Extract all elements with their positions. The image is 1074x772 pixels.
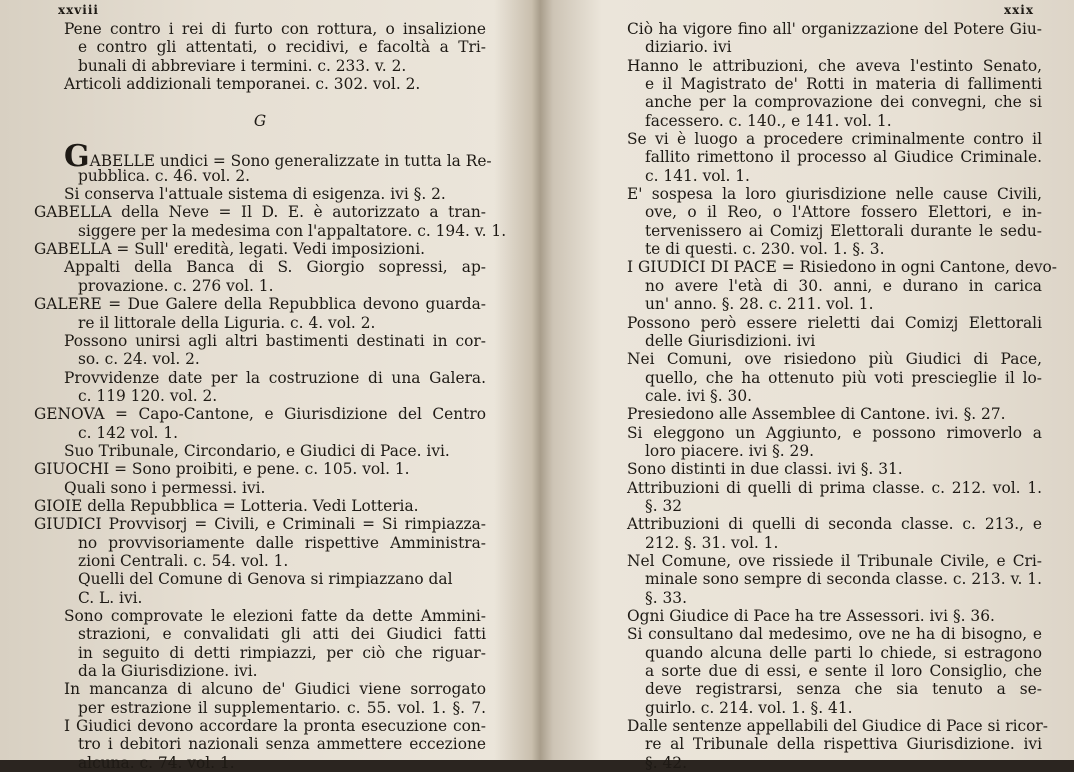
text-line: anche per la comprovazione dei convegni, che si xyxy=(645,93,1042,112)
right-page-text xyxy=(627,20,1057,772)
text-line: GIOIE della Repubblica = Lotteria. Vedi Lotteria. xyxy=(34,496,419,515)
text-line: zioni Centrali. c. 54. vol. 1. xyxy=(78,551,289,570)
text-line: no provvisoriamente dalle rispettive Amministra- xyxy=(78,533,486,552)
text-line: quello, che ha ottenuto più voti prescieglie il lo- xyxy=(645,368,1042,387)
line-text: ABELLE undici = Sono generalizzate in tutta la Re- xyxy=(89,152,492,171)
text-line: Articoli addizionali temporanei. c. 302. vol. 2. xyxy=(64,75,421,94)
text-line: so. c. 24. vol. 2. xyxy=(78,350,200,369)
text-line: fallito rimettono il processo al Giudice Criminale. xyxy=(645,148,1042,167)
text-line: I GIUDICI DI PACE = Risiedono in ogni Cantone, devo- xyxy=(627,258,1057,277)
text-line: Si conserva l'attuale sistema di esigenza. ivi §. 2. xyxy=(64,185,446,204)
text-line: Nei Comuni, ove risiedono più Giudici di Pace, xyxy=(627,350,1042,369)
text-line: no avere l'età di 30. anni, e durano in carica xyxy=(645,276,1042,295)
text-line: In mancanza di alcuno de' Giudici viene sorrogato xyxy=(64,680,486,699)
text-line: alcuna. c. 74. vol. 1. xyxy=(78,753,235,772)
text-line: Suo Tribunale, Circondario, e Giudici di Pace. ivi. xyxy=(64,441,450,460)
text-line: pubblica. c. 46. vol. 2. xyxy=(78,166,251,185)
left-page xyxy=(0,0,535,772)
text-line: diziario. ivi xyxy=(645,38,732,57)
text-line: Attribuzioni di quelli di prima classe. c. 212. vol. 1. xyxy=(627,478,1042,497)
text-line: e il Magistrato de' Rotti in materia di fallimenti xyxy=(645,75,1042,94)
text-line: a sorte due di essi, e sente il loro Consiglio, che xyxy=(645,662,1042,681)
text-line: tro i debitori nazionali senza ammettere eccezione xyxy=(78,735,486,754)
text-line: re il littorale della Liguria. c. 4. vol. 2. xyxy=(78,313,376,332)
text-line: Dalle sentenze appellabili del Giudice di Pace si ricor- xyxy=(627,717,1048,736)
text-line: re al Tribunale della rispettiva Giurisdizione. ivi xyxy=(645,735,1042,754)
text-line: c. 119 120. vol. 2. xyxy=(78,386,218,405)
text-line: minale sono sempre di seconda classe. c. 213. v. 1. xyxy=(645,570,1042,589)
text-line: e contro gli attentati, o recidivi, e facoltà a Tri- xyxy=(78,38,486,57)
text-line: ove, o il Reo, o l'Attore fossero Elettori, e in- xyxy=(645,203,1042,222)
right-page-number: xxix xyxy=(1003,3,1034,17)
text-line: bunali di abbreviare i termini. c. 233. v. 2. xyxy=(78,56,407,75)
text-line: GALERE = Due Galere della Repubblica devono guarda- xyxy=(34,295,486,314)
text-line: 212. §. 31. vol. 1. xyxy=(645,533,779,552)
text-line: GIUOCHI = Sono proibiti, e pene. c. 105. vol. 1. xyxy=(34,460,410,479)
text-line: deve registrarsi, senza che sia tenuto a se- xyxy=(645,680,1042,699)
text-line: Pene contro i rei di furto con rottura, o insalizione xyxy=(64,20,486,38)
text-line: guirlo. c. 214. vol. 1. §. 41. xyxy=(645,698,853,717)
text-line: §. 32 xyxy=(645,496,683,515)
text-line: GIUDICI Provvisorj = Civili, e Criminali = Si rimpiazza- xyxy=(34,515,486,534)
text-line: strazioni, e convalidati gli atti dei Giudici fatti xyxy=(78,625,486,644)
left-page-number: xxviii xyxy=(58,3,99,17)
text-line: c. 142 vol. 1. xyxy=(78,423,179,442)
text-line: te di questi. c. 230. vol. 1. §. 3. xyxy=(645,240,885,259)
text-line: Appalti della Banca di S. Giorgio sopressi, ap- xyxy=(64,258,486,277)
text-line: tervenissero ai Comizj Elettorali durante le sedu- xyxy=(645,221,1042,240)
text-line: §. 33. xyxy=(645,588,687,607)
text-line: GABELLA = Sull' eredità, legati. Vedi imposizioni. xyxy=(34,240,426,259)
text-line: in seguito di detti rimpiazzi, per ciò che riguar- xyxy=(78,643,486,662)
text-line: Presiedono alle Assemblee di Cantone. ivi. §. 27. xyxy=(627,405,1006,424)
left-page-text xyxy=(34,20,507,772)
text-line: Quali sono i permessi. ivi. xyxy=(64,478,266,497)
text-line: Possono unirsi agli altri bastimenti destinati in cor- xyxy=(64,331,486,350)
text-line: cale. ivi §. 30. xyxy=(645,386,752,405)
text-line: Se vi è luogo a procedere criminalmente contro il xyxy=(627,130,1042,149)
text-line: Nel Comune, ove rissiede il Tribunale Civile, e Cri- xyxy=(627,551,1042,570)
text-line: Attribuzioni di quelli di seconda classe. c. 213., e xyxy=(627,515,1042,534)
text-line: un' anno. §. 28. c. 211. vol. 1. xyxy=(645,295,874,314)
text-line: da la Giurisdizione. ivi. xyxy=(78,662,258,681)
text-line: provazione. c. 276 vol. 1. xyxy=(78,276,274,295)
text-line: I Giudici devono accordare la pronta esecuzione con- xyxy=(64,717,486,736)
text-line xyxy=(34,93,486,111)
right-page xyxy=(545,0,1074,772)
text-line xyxy=(34,130,486,148)
text-line: per estrazione il supplementario. c. 55. vol. 1. §. 7. xyxy=(78,698,486,717)
text-line: Provvidenze date per la costruzione di una Galera. xyxy=(64,368,486,387)
text-line: Hanno le attribuzioni, che aveva l'estinto Senato, xyxy=(627,56,1042,75)
text-line: quando alcuna delle parti lo chiede, si estragono xyxy=(645,643,1042,662)
text-line: Ogni Giudice di Pace ha tre Assessori. ivi §. 36. xyxy=(627,607,995,625)
text-line: c. 141. vol. 1. xyxy=(645,166,750,185)
text-line: Sono comprovate le elezioni fatte da dette Ammini- xyxy=(64,607,486,625)
text-line: GABELLA della Neve = Il D. E. è autorizzato a tran- xyxy=(34,203,486,222)
text-line: Si eleggono un Aggiunto, e possono rimoverlo a xyxy=(627,423,1042,442)
text-line: Si consultano dal medesimo, ove ne ha di bisogno, e xyxy=(627,625,1042,644)
text-line: Ciò ha vigore fino all' organizzazione del Potere Giu- xyxy=(627,20,1042,38)
text-line: E' sospesa la loro giurisdizione nelle cause Civili, xyxy=(627,185,1042,204)
text-line xyxy=(34,139,492,175)
text-line: Quelli del Comune di Genova si rimpiazzano dal xyxy=(78,570,453,589)
drop-cap: G xyxy=(64,139,90,175)
text-line: delle Giurisdizioni. ivi xyxy=(645,331,816,350)
text-line: Sono distinti in due classi. ivi §. 31. xyxy=(627,460,903,479)
text-line: C. L. ivi. xyxy=(78,588,143,607)
text-line: facessero. c. 140., e 141. vol. 1. xyxy=(645,111,892,130)
text-line: Possono però essere rieletti dai Comizj Elettorali xyxy=(627,313,1042,332)
text-line: GENOVA = Capo-Cantone, e Giurisdizione del Centro xyxy=(34,405,486,424)
text-line: §. 42. xyxy=(645,753,687,772)
text-line: G xyxy=(253,111,267,130)
text-line: loro piacere. ivi §. 29. xyxy=(645,441,815,460)
text-line: siggere per la medesima con l'appaltatore. c. 194. v. 1. xyxy=(78,221,507,240)
